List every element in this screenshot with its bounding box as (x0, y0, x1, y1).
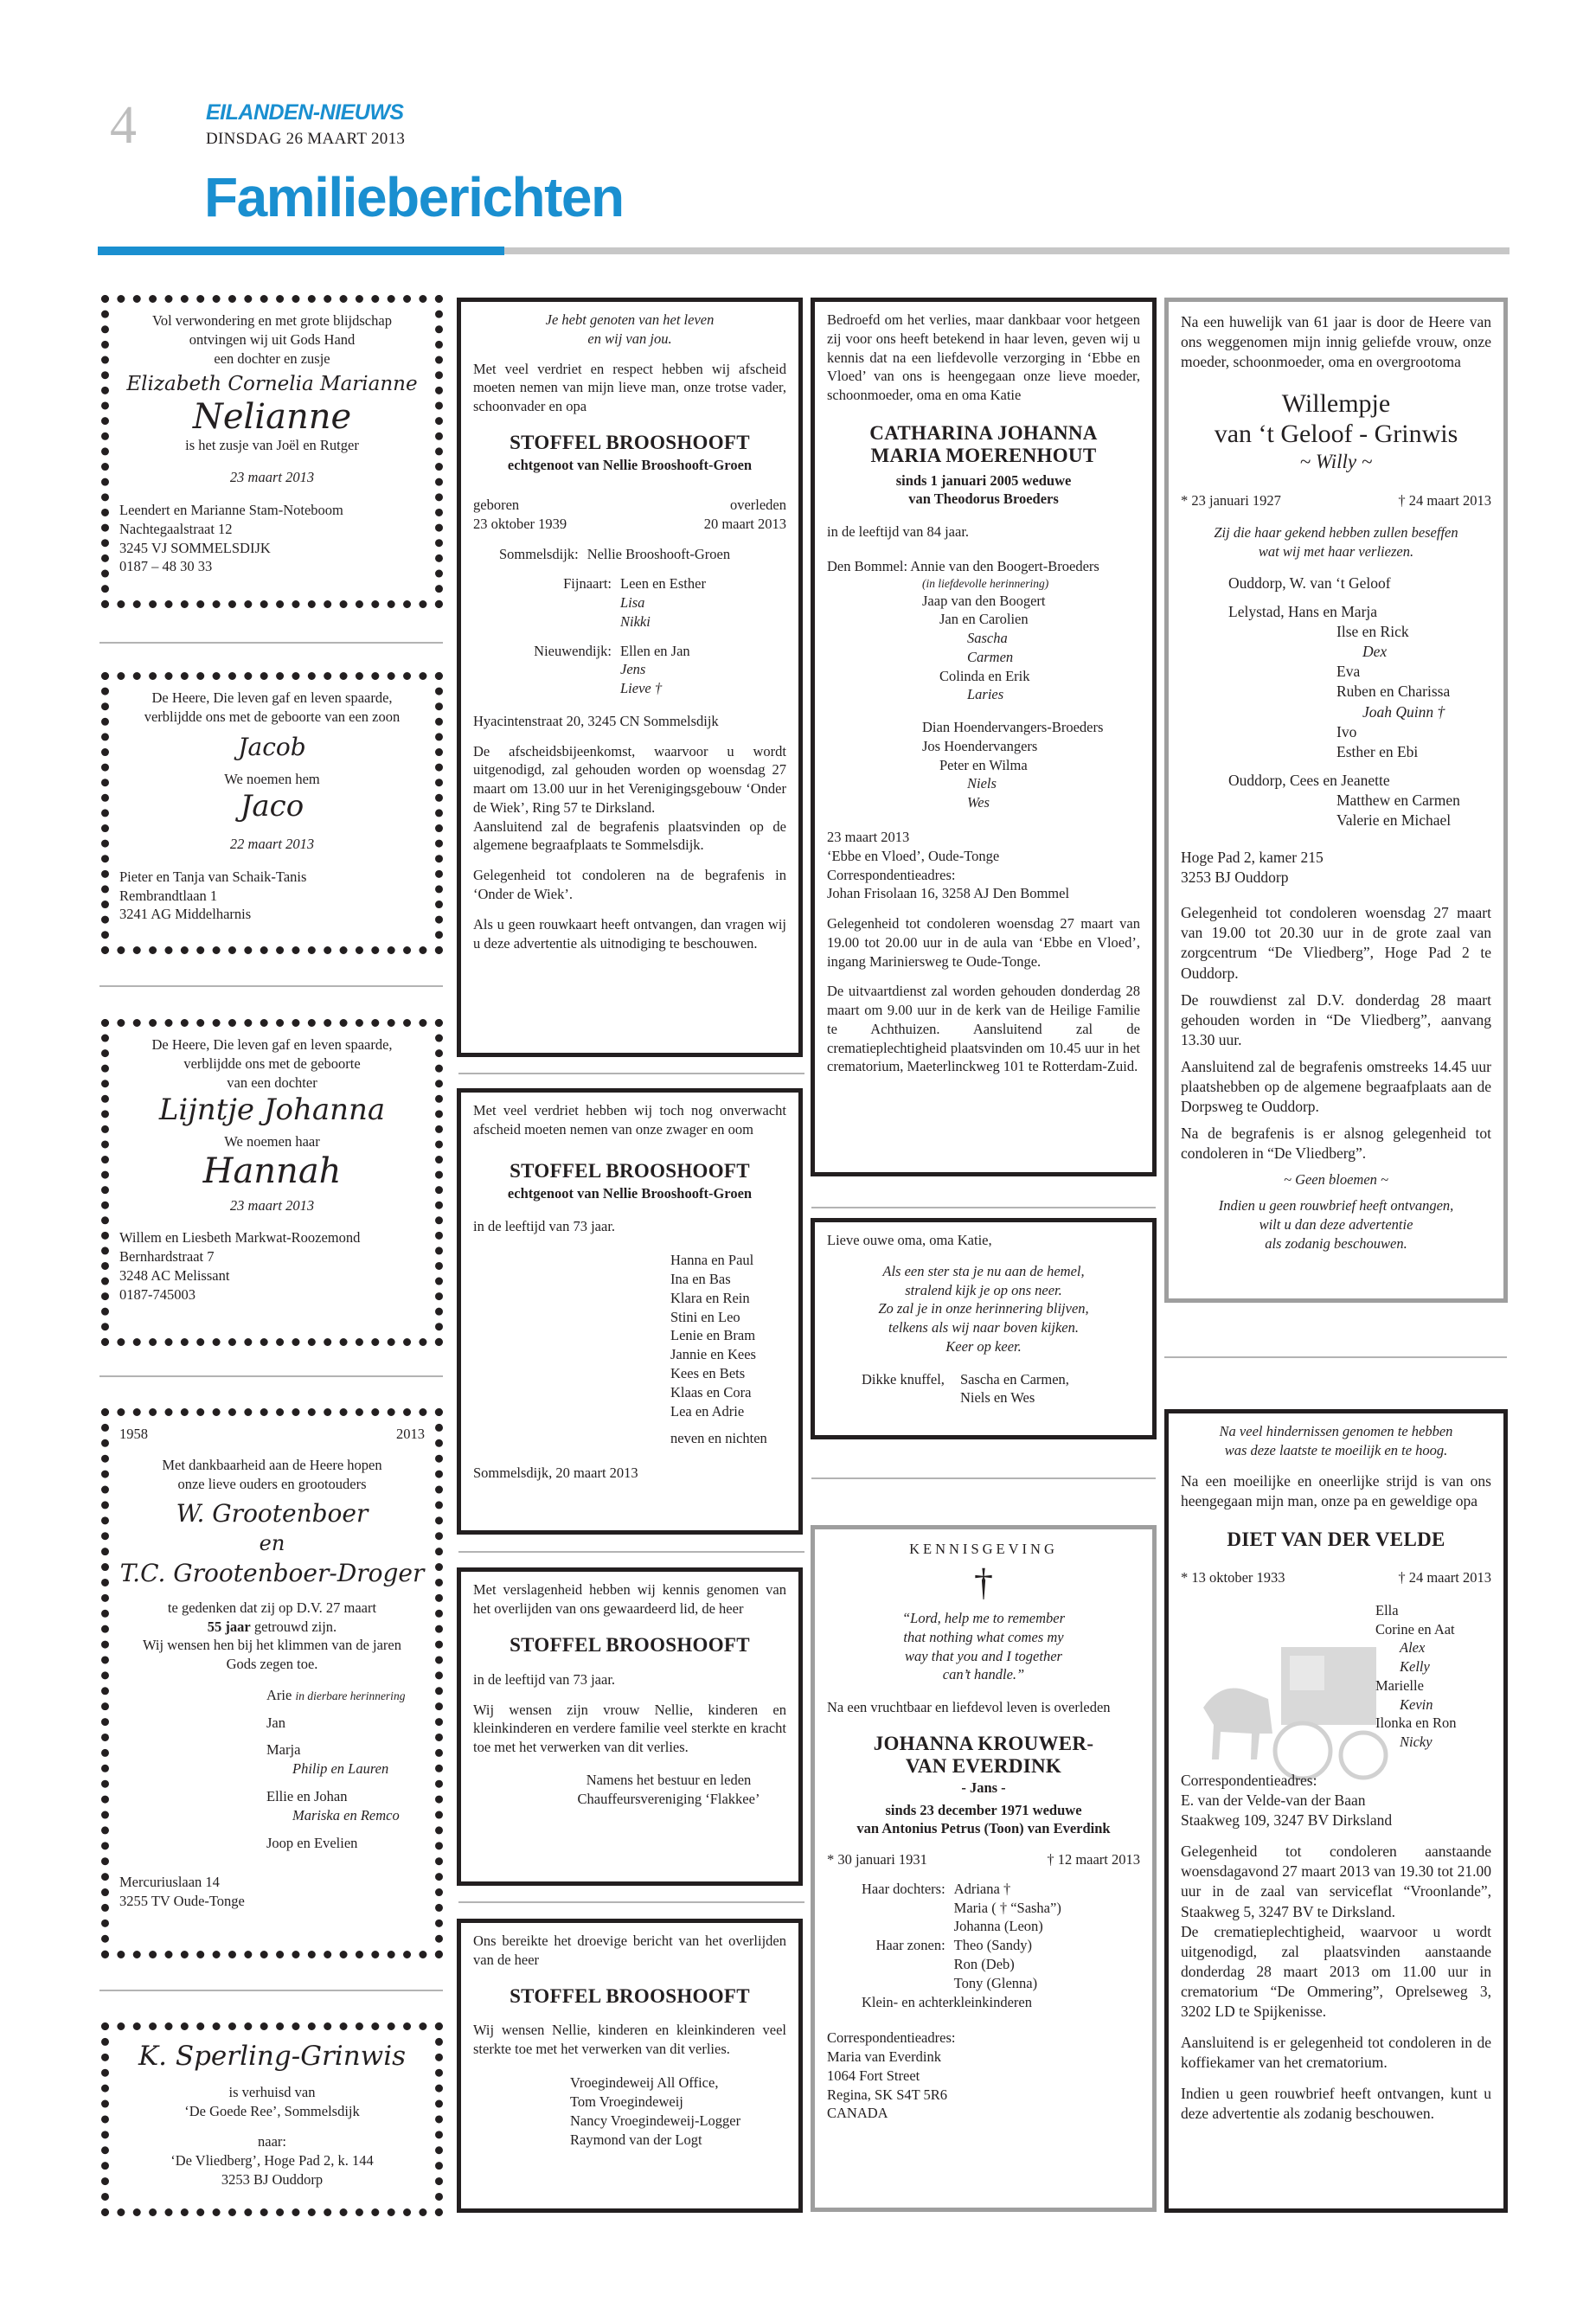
death-date: † 12 maart 2013 (1047, 1851, 1140, 1868)
and-word: en (259, 1531, 285, 1556)
address-line: 0187 – 48 30 33 (119, 558, 213, 575)
full-name: Lijntje Johanna (158, 1093, 386, 1128)
birth-date: * 13 oktober 1933 (1181, 1569, 1285, 1586)
nickname: - Jans - (961, 1779, 1006, 1796)
subtitle: sinds 1 januari 2005 weduwe (895, 471, 1072, 489)
separator (99, 642, 443, 644)
death-date: † 24 maart 2013 (1398, 491, 1491, 509)
text-line: ‘De Vliedberg’, Hoge Pad 2, k. 144 (170, 2152, 374, 2170)
wife-name: T.C. Grootenboer-Droger (119, 1558, 425, 1587)
deceased-name: STOFFEL BROOSHOOFT (510, 1159, 750, 1182)
separator (1164, 1356, 1507, 1358)
text-line: te gedenken dat zij op D.V. 27 maart (167, 1599, 377, 1616)
poem-line: Als een ster sta je nu aan de hemel, (882, 1262, 1085, 1279)
text-line: een dochter en zusje (214, 349, 330, 367)
quote-line: way that you and I together (905, 1647, 1062, 1664)
text-line: van een dochter (227, 1074, 317, 1091)
notice-heading: KENNISGEVING (909, 1541, 1058, 1557)
quote-line: that nothing what comes my (903, 1628, 1064, 1645)
grandchildren: Mariska en Remco (292, 1806, 400, 1823)
signature-line: Sascha en Carmen, (959, 1370, 1069, 1388)
deceased-name-line2: van ‘t Geloof - Grinwis (1214, 419, 1458, 448)
birth-announcement-jaco (101, 672, 443, 954)
greeting: Lieve ouwe oma, oma Katie, (827, 1232, 992, 1248)
family-names: Theo (Sandy) (953, 1937, 1032, 1954)
husband-name: W. Grootenboer (176, 1499, 369, 1529)
separator (99, 1990, 443, 1991)
signature-line: Vroegindeweij All Office, (570, 2074, 719, 2092)
address-line: ‘Ebbe en Vloed’, Oude-Tonge (827, 847, 1000, 864)
family-line: Eva (1336, 663, 1361, 681)
separator (811, 1207, 1156, 1208)
text-line: Vol verwondering en met grote blijdschap (152, 312, 392, 329)
family-line: Ruben en Charissa (1336, 683, 1451, 701)
birth-announcement-nelianne (101, 295, 443, 608)
death-date: 20 maart 2013 (703, 515, 786, 532)
text-line: De Heere, Die leven gaf en leven spaarde, (151, 689, 393, 706)
family-names: Ron (Deb) (953, 1955, 1015, 1972)
family-names: Maria ( † “Sasha”) (953, 1899, 1061, 1916)
address-line: Rembrandtlaan 1 (119, 887, 218, 904)
paragraph: Wij wensen zijn vrouw Nellie, kinderen en kleinkinderen en verdere familie veel sterkte en kracht toe met het verwerken van dit verlies. (473, 1701, 786, 1756)
separator (99, 1375, 443, 1377)
family-names: Nellie Brooshooft-Groen (586, 546, 731, 563)
deceased-name: STOFFEL BROOSHOOFT (510, 1984, 750, 2007)
birth-date: 23 oktober 1939 (473, 515, 567, 532)
grandchild: Lisa (620, 594, 645, 612)
grandchild: Niels (967, 775, 997, 792)
text-line: verblijdde ons met de geboorte (183, 1054, 361, 1072)
grandchild: Lieve † (620, 680, 663, 697)
death-date: 23 maart 2013 (827, 829, 910, 845)
deceased-name-line2: MARIA MOERENHOUT (870, 445, 1097, 467)
birth-announcement-hannah (101, 1019, 443, 1346)
page-number: 4 (110, 96, 137, 155)
paragraph: Met veel verdriet hebben wij toch nog onverwacht afscheid moeten nemen van onze zwager en oom (473, 1102, 786, 1138)
relative: Stini en Leo (670, 1308, 740, 1325)
header-rule-accent (98, 247, 504, 255)
address-line: 0187-745003 (119, 1285, 195, 1303)
text-line: is het zusje van Joël en Rutger (185, 436, 359, 453)
address-line: Correspondentieadres: (827, 2029, 956, 2047)
paragraph: Aansluitend is er gelegenheid tot condoleren in de koffiekamer van het crematorium. (1181, 2034, 1491, 2072)
relative: Ina en Bas (670, 1271, 731, 1288)
signature-line: Raymond van der Logt (570, 2131, 702, 2148)
separator (811, 1477, 1156, 1479)
full-name: Jacob (238, 732, 306, 761)
address-line: Pieter en Tanja van Schaik-Tanis (119, 868, 307, 885)
family-line: Ilonka en Ron (1375, 1715, 1457, 1732)
quote-line: en wij van jou. (587, 330, 672, 347)
address-line: Hyacintenstraat 20, 3245 CN Sommelsdijk (473, 712, 719, 729)
deceased-name-line1: Willempje (1281, 389, 1391, 419)
text-line: Gods zegen toe. (226, 1656, 318, 1673)
paragraph: Gelegenheid tot condoleren woensdag 27 maart van 19.00 tot 20.30 uur in de grote zaal van zorgcentrum “De Vliedberg”, Hoge Pad 2 te Ouddorp. (1181, 904, 1491, 982)
memoriam-note: (in liefdevolle herinnering) (922, 576, 1049, 590)
family-line: Jaap van den Boogert (922, 592, 1046, 609)
signature-line: Dikke knuffel, (862, 1370, 945, 1388)
signature-line: Niels en Wes (959, 1389, 1035, 1407)
relative: Lenie en Bram (670, 1327, 756, 1344)
call-name: Hannah (202, 1150, 342, 1191)
obituary-brooshooft-association (457, 1567, 803, 1886)
issue-date: DINSDAG 26 MAART 2013 (206, 130, 406, 148)
child-name: Jan (266, 1714, 285, 1731)
closing-line: Indien u geen rouwbrief heeft ontvangen, (1218, 1197, 1454, 1215)
family-line: Matthew en Carmen (1336, 791, 1460, 809)
call-name: Jaco (240, 789, 304, 824)
poem-line: stralend kijk je op ons neer. (905, 1281, 1062, 1298)
grandchild: Nikki (620, 612, 651, 630)
family-line: Jan en Carolien (939, 611, 1029, 628)
quote-line: was deze laatste te moeilijk en te hoog. (1224, 1441, 1448, 1458)
newspaper-logo: EILANDEN-NIEUWS (206, 100, 404, 125)
address-line: Bernhardstraat 7 (119, 1248, 215, 1266)
family-names: Ellen en Jan (620, 642, 690, 659)
birth-date: * 23 januari 1927 (1181, 491, 1281, 509)
subtitle: echtgenoot van Nellie Brooshooft-Groen (507, 457, 753, 474)
address-line: 3245 VJ SOMMELSDIJK (119, 539, 271, 556)
child-name: Ellie en Johan (266, 1788, 348, 1804)
family-place: Nieuwendijk: (534, 642, 612, 659)
quote-line: Na veel hindernissen genomen te hebben (1219, 1423, 1453, 1439)
obituary-brooshooft-office (457, 1919, 803, 2213)
family-place: Fijnaart: (563, 575, 612, 593)
birth-date: 22 maart 2013 (229, 836, 315, 853)
full-name: Elizabeth Cornelia Marianne (126, 373, 418, 396)
address-line: CANADA (827, 2105, 888, 2122)
signature-line: Tom Vroegindeweij (570, 2093, 683, 2111)
family-names: Tony (Glenna) (953, 1974, 1038, 1991)
closing-line: wilt u dan deze advertentie (1259, 1215, 1413, 1233)
grandchild: Kelly (1400, 1658, 1430, 1676)
memoriam-note: in dierbare herinnering (295, 1689, 406, 1702)
quote-line: Zij die haar gekend hebben zullen beseffen (1214, 524, 1458, 542)
paragraph: Gelegenheid tot condoleren aanstaande woensdagavond 27 maart 2013 van 19.30 tot 21.00 uur in de zaal van serviceflat “Vroonlande”, Staakweg 5, 3247 BV te Dirksland. (1181, 1843, 1491, 1920)
text-line: is verhuisd van (228, 2083, 316, 2100)
deceased-name-line1: CATHARINA JOHANNA (869, 421, 1098, 444)
grandchild: Sascha (967, 630, 1008, 647)
paragraph: De uitvaartdienst zal worden gehouden donderdag 28 maart om 9.00 uur in de kerk van de Heilige Familie te Achthuizen. Aansluitend zal de crematieplechtigheid plaatsvinden om 10.45 uur in het crematorium, Maeterlinckweg 101 te Rotterdam-Zuid. (827, 983, 1140, 1075)
address-line: 3248 AC Melissant (119, 1266, 230, 1284)
subtitle: van Antonius Petrus (Toon) van Everdink (856, 1820, 1111, 1837)
grandchild: Dex (1362, 643, 1388, 661)
relative: neven en nichten (670, 1430, 767, 1447)
address-line: Johan Frisolaan 16, 3258 AJ Den Bommel (827, 885, 1070, 902)
obituary-brooshooft-family (457, 298, 803, 1057)
obituary-moerenhout (811, 298, 1157, 1176)
text-line: 3253 BJ Ouddorp (221, 2170, 324, 2188)
cross-icon: † (974, 1561, 993, 1604)
text-line: We noemen hem (224, 771, 320, 788)
family-line: Colinda en Erik (939, 667, 1030, 684)
notice-krouwer (811, 1525, 1157, 2212)
subtitle: echtgenoot van Nellie Brooshooft-Groen (507, 1184, 753, 1202)
family-names: Johanna (Leon) (953, 1918, 1043, 1935)
text-line: ontvingen wij uit Gods Hand (189, 330, 356, 348)
paragraph: Gelegenheid tot condoleren woensdag 27 maart van 19.00 tot 20.00 uur in de aula van ‘Ebbe en Vloed’, ingang Mariniersweg te Oude-Tonge. (827, 915, 1140, 970)
grandchild: Nicky (1400, 1734, 1433, 1751)
place-date: Sommelsdijk, 20 maart 2013 (473, 1465, 638, 1482)
obituary-van-der-velde (1164, 1409, 1508, 2213)
relative: Jannie en Kees (670, 1346, 756, 1363)
moving-notice-sperling (101, 2022, 443, 2216)
family-line: Klein- en achterkleinkinderen (862, 1993, 1032, 2010)
poem-line: telkens als wij naar boven kijken. (888, 1319, 1079, 1336)
closing-line: als zodanig beschouwen. (1265, 1234, 1407, 1252)
subtitle: sinds 23 december 1971 weduwe (885, 1801, 1082, 1818)
relative: Hanna en Paul (670, 1252, 754, 1269)
text-line: Met dankbaarheid aan de Heere hopen (162, 1456, 382, 1473)
obituary-van-t-geloof (1164, 298, 1508, 1303)
address-line: Regina, SK S4T 5R6 (827, 2086, 948, 2103)
child-name: Marja (266, 1741, 301, 1759)
signature-line: Namens het bestuur en leden (586, 1771, 752, 1788)
family-line: Esther en Ebi (1336, 742, 1419, 760)
deceased-name: STOFFEL BROOSHOOFT (510, 1633, 750, 1656)
tribute-oma-katie (811, 1218, 1157, 1439)
family-line: Ilse en Rick (1336, 623, 1409, 641)
family-line: Ouddorp, W. van ‘t Geloof (1228, 574, 1391, 592)
grandchild: Carmen (967, 648, 1014, 665)
relative: Kees en Bets (670, 1365, 746, 1382)
address-line: Correspondentieadres: (1181, 1771, 1317, 1789)
text-line: De Heere, Die leven gaf en leven spaarde, (151, 1036, 393, 1053)
family-line: Jos Hoendervangers (922, 737, 1038, 754)
poem-line: Zo zal je in onze herinnering blijven, (878, 1300, 1089, 1317)
text-line: We noemen haar (224, 1132, 320, 1150)
birth-date: 23 maart 2013 (229, 1196, 315, 1214)
family-names: Leen en Esther (620, 575, 706, 593)
address-line: Maria van Everdink (827, 2048, 941, 2066)
year-end: 2013 (396, 1426, 425, 1442)
address-line: 3253 BJ Ouddorp (1181, 868, 1289, 887)
relative: Klaas en Cora (670, 1383, 752, 1400)
family-line: Corine en Aat (1375, 1620, 1455, 1638)
paragraph: Gelegenheid tot condoleren na de begrafenis in ‘Onder de Wiek’. (473, 867, 786, 902)
family-line: Den Bommel: Annie van den Boogert-Broeders (827, 558, 1099, 574)
family-line: Ella (1375, 1601, 1399, 1618)
paragraph: Als u geen rouwkaart heeft ontvangen, dan vragen wij u deze advertentie als uitnodiging te beschouwen. (473, 915, 786, 952)
grandchild: Jens (620, 661, 646, 678)
address-line: Staakweg 109, 3247 BV Dirksland (1181, 1811, 1393, 1830)
family-line: Lelystad, Hans en Marja (1228, 603, 1378, 621)
separator (458, 1073, 804, 1074)
family-line: Dian Hoendervangers-Broeders (922, 719, 1104, 736)
address-line: 1064 Fort Street (827, 2067, 920, 2084)
label-died: overleden (729, 496, 786, 513)
text-line: Wij wensen hen bij het klimmen van de jaren (143, 1637, 401, 1654)
section-title: Familieberichten (204, 166, 624, 228)
paragraph: Na een moeilijke en oneerlijke strijd is van ons heengegaan mijn man, onze pa en geweldige opa (1181, 1471, 1491, 1509)
separator (458, 1551, 804, 1553)
text-line: getrouwd zijn. (250, 1618, 337, 1635)
family-names: Adriana † (953, 1880, 1011, 1897)
separator (99, 985, 443, 987)
child-name: Joop en Evelien (266, 1834, 358, 1851)
paragraph: Met veel verdriet en respect hebben wij afscheid moeten nemen van mijn lieve man, onze trotse vader, schoonvader en opa (473, 360, 786, 415)
anniversary-grootenboer (101, 1408, 443, 1958)
family-line: Peter en Wilma (939, 756, 1028, 773)
birth-date: * 30 januari 1931 (827, 1851, 927, 1868)
paragraph: De rouwdienst zal D.V. donderdag 28 maart gehouden worden in “De Vliedberg”, aanvang 13.30 uur. (1181, 990, 1491, 1048)
text-line: onze lieve ouders en grootouders (177, 1475, 367, 1492)
grandchild: Laries (967, 686, 1004, 703)
quote-line: Je hebt genoten van het leven (545, 311, 715, 328)
address-line: Willem en Liesbeth Markwat-Roozemond (119, 1229, 361, 1247)
deceased-name: DIET VAN DER VELDE (1227, 1528, 1445, 1550)
paragraph: De afscheidsbijeenkomst, waarvoor u wordt uitgenodigd, zal gehouden worden op woensdag 27 maart om 13.00 uur in het Verenigingsgebouw ‘Onder de Wiek’, Ring 57 te Dirksland. (473, 742, 786, 816)
paragraph: Na een vruchtbaar en liefdevol leven is overleden (827, 1699, 1111, 1716)
age-line: in de leeftijd van 84 jaar. (827, 523, 970, 541)
paragraph: De crematieplechtigheid, waarvoor u wordt uitgenodigd, zal plaatsvinden aanstaande donderdag 28 maart 2013 om 11.00 uur in crematorium “De Ommering”, Oprelseweg 3, 3202 LD te Spijkenisse. (1181, 1922, 1491, 2020)
paragraph: Bedroefd om het verlies, maar dankbaar voor hetgeen zij voor ons heeft betekend in haar leven, geven wij u kennis dat na een liefdevolle verzorging in ‘Ebbe en Vloed’ van ons is heengegaan onze lieve moeder, schoonmoeder, oma en oma Katie (827, 311, 1140, 404)
deceased-name-line1: JOHANNA KROUWER- (873, 1732, 1094, 1754)
address-line: Mercuriuslaan 14 (119, 1874, 220, 1891)
family-line: Marielle (1375, 1676, 1424, 1694)
text-line: naar: (258, 2133, 286, 2150)
paragraph: Indien u geen rouwbrief heeft ontvangen, kunt u deze advertentie als zodanig beschouwen. (1181, 2085, 1491, 2123)
address-line: Correspondentieadres: (827, 866, 956, 883)
signature-line: Nancy Vroegindeweij-Logger (570, 2112, 741, 2129)
label-born: geboren (473, 496, 520, 513)
relative: Klara en Rein (670, 1289, 750, 1306)
paragraph: Ons bereikte het droevige bericht van het overlijden van de heer (473, 1932, 786, 1968)
grandchildren: Philip en Lauren (292, 1760, 389, 1778)
grandchild: Kevin (1400, 1695, 1433, 1713)
nickname: ~ Willy ~ (1299, 451, 1373, 473)
paragraph: Aansluitend zal de begrafenis omstreeks 14.45 uur plaatshebben op de algemene begraafplaats aan de Dorpsweg te Ouddorp. (1181, 1057, 1491, 1116)
family-label: Haar zonen: (875, 1937, 945, 1954)
relative: Lea en Adrie (670, 1402, 745, 1420)
paragraph: Aansluitend zal de begrafenis plaatsvinden op de algemene begraafplaats te Sommelsdijk. (473, 817, 786, 854)
no-flowers-note: ~ Geen bloemen ~ (1284, 1171, 1388, 1189)
signature-line: Chauffeursvereniging ‘Flakkee’ (577, 1790, 760, 1807)
call-name: Nelianne (192, 396, 352, 437)
grandchild: Joah Quinn † (1362, 702, 1445, 721)
paragraph: Met verslagenheid hebben wij kennis genomen van het overlijden van ons gewaardeerd lid, de heer (473, 1581, 786, 1617)
family-place: Sommelsdijk: (499, 546, 579, 563)
child-name: Arie (266, 1686, 292, 1703)
address-line: 3241 AG Middelharnis (119, 906, 252, 923)
address-line: E. van der Velde-van der Baan (1181, 1791, 1366, 1810)
family-line: Valerie en Michael (1336, 811, 1452, 829)
year-start: 1958 (119, 1426, 148, 1442)
text-line: ‘De Goede Ree’, Sommelsdijk (184, 2102, 360, 2119)
address-line: Nachtegaalstraat 12 (119, 520, 233, 537)
grandchild: Alex (1400, 1639, 1426, 1657)
obituary-brooshooft-relatives (457, 1088, 803, 1535)
age-line: in de leeftijd van 73 jaar. (473, 1217, 616, 1234)
paragraph: Wij wensen Nellie, kinderen en kleinkinderen veel sterkte toe met het verwerken van dit verlies. (473, 2021, 786, 2057)
address-line: Hoge Pad 2, kamer 215 (1181, 849, 1324, 867)
address-line: Leendert en Marianne Stam-Noteboom (119, 502, 343, 519)
poem-line: Keer op keer. (945, 1337, 1022, 1355)
family-label: Haar dochters: (862, 1880, 945, 1897)
address-line: 3255 TV Oude-Tonge (119, 1893, 245, 1910)
age-line: in de leeftijd van 73 jaar. (473, 1670, 616, 1688)
quote-line: “Lord, help me to remember (901, 1610, 1066, 1627)
grandchild: Wes (967, 794, 990, 811)
quote-line: can’t handle.” (942, 1666, 1025, 1683)
years-married: 55 jaar (207, 1618, 251, 1635)
paragraph: Na de begrafenis is er alsnog gelegenheid tot condoleren in “De Vliedberg”. (1181, 1125, 1491, 1163)
family-line: Ouddorp, Cees en Jeanette (1228, 771, 1390, 789)
deceased-name: STOFFEL BROOSHOOFT (510, 431, 750, 453)
separator (458, 1901, 804, 1903)
person-name: K. Sperling-Grinwis (138, 2041, 407, 2072)
family-line: Ivo (1336, 722, 1357, 740)
paragraph: Na een huwelijk van 61 jaar is door de Heere van ons weggenomen mijn innig geliefde vrouw, onze moeder, schoonmoeder, oma en overgrootoma (1181, 313, 1491, 371)
death-date: † 24 maart 2013 (1398, 1569, 1491, 1586)
subtitle: van Theodorus Broeders (908, 490, 1059, 508)
birth-date: 23 maart 2013 (229, 469, 315, 486)
deceased-name-line2: VAN EVERDINK (905, 1755, 1062, 1778)
quote-line: wat wij met haar verliezen. (1258, 543, 1414, 561)
text-line: verblijdde ons met de geboorte van een zoon (144, 708, 401, 725)
